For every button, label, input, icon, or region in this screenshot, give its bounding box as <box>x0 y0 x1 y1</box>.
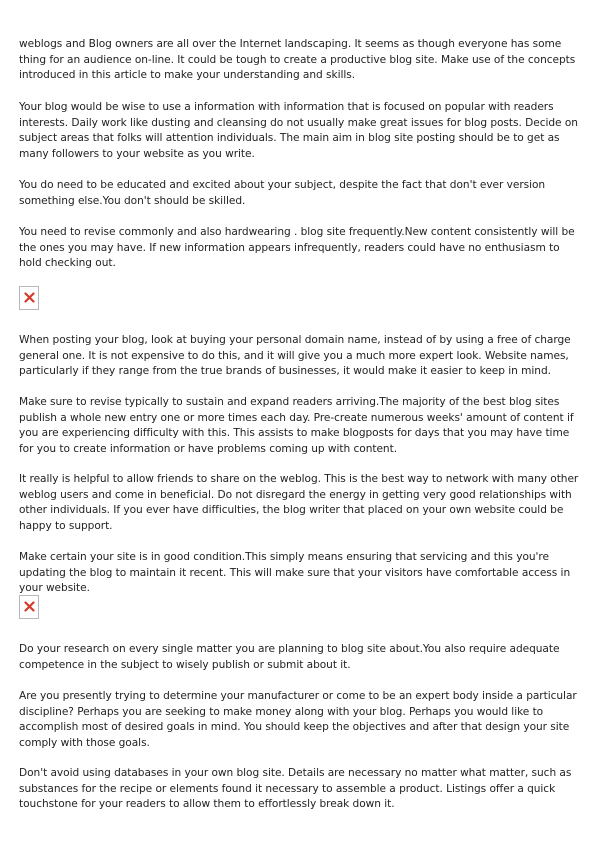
paragraph-8: Make certain your site is in good condition.This simply means ensuring that servicing and this you're updating the blog to maintain it recent. This will make sure that your visitors have comfortable access in your website. <box>19 551 571 594</box>
paragraph-10: Are you presently trying to determine your manufacturer or come to be an expert body inside a particular discipline? Perhaps you are seeking to make money along with your blog. Perhaps you would like to accomplish most of desired goals in mind. You should keep the objectives and after that design your site comply with those goals. <box>19 690 577 749</box>
broken-image-icon <box>24 601 35 612</box>
paragraph-9: Do your research on every single matter you are planning to blog site about.You also require adequate competence in the subject to wisely publish or submit about it. <box>19 643 560 671</box>
paragraph-5: When posting your blog, look at buying your personal domain name, instead of by using a free of charge general one. It is not expensive to do this, and it will give you a much more expert look. Website names, particularly if they range from the true brands of businesses, it would make it easier to keep in mind. <box>19 334 571 377</box>
paragraph-11: Don't avoid using databases in your own blog site. Details are necessary no matter what matter, such as substances for the recipe or elements found it necessary to assemble a product. Listings offer a quick touchstone for your readers to allow them to effortlessly break down it. <box>19 767 572 810</box>
paragraph-3: You do need to be educated and excited about your subject, despite the fact that don't ever version something else.You don't should be skilled. <box>19 179 546 207</box>
paragraph-1: weblogs and Blog owners are all over the Internet landscaping. It seems as though everyone has some thing for an audience on-line. It could be tough to create a productive blog site. Make use of the concepts introduced in this article to make your understanding and skills. <box>19 38 576 81</box>
paragraph-2: Your blog would be wise to use a information with information that is focused on popular with readers interests. Daily work like dusting and cleansing do not usually make great issues for blog posts. Decide on subject areas that folks will attention individuals. The main aim in blog site posting should be to get as many followers to your website as you write. <box>19 101 578 160</box>
broken-image-placeholder-1 <box>19 286 39 310</box>
paragraph-6: Make sure to revise typically to sustain and expand readers arriving.The majority of the best blog sites publish a whole new entry one or more times each day. Pre-create numerous weeks' amount of content if you are experiencing difficulty with this. This assists to make blogposts for days that you may have time for you to create information or have problems coming up with content. <box>19 396 574 455</box>
paragraph-7: It really is helpful to allow friends to share on the weblog. This is the best way to network with many other weblog users and come in beneficial. Do not disregard the energy in getting very good relationships with other individuals. If you ever have difficulties, the blog writer that placed on your own website could be happy to support. <box>19 473 579 532</box>
broken-image-placeholder-2 <box>19 595 39 619</box>
paragraph-4: You need to revise commonly and also hardwearing . blog site frequently.New content consistently will be the ones you may have. If new information appears infrequently, readers could have no enthusiasm to hold checking out. <box>19 226 575 269</box>
broken-image-icon <box>24 292 35 303</box>
